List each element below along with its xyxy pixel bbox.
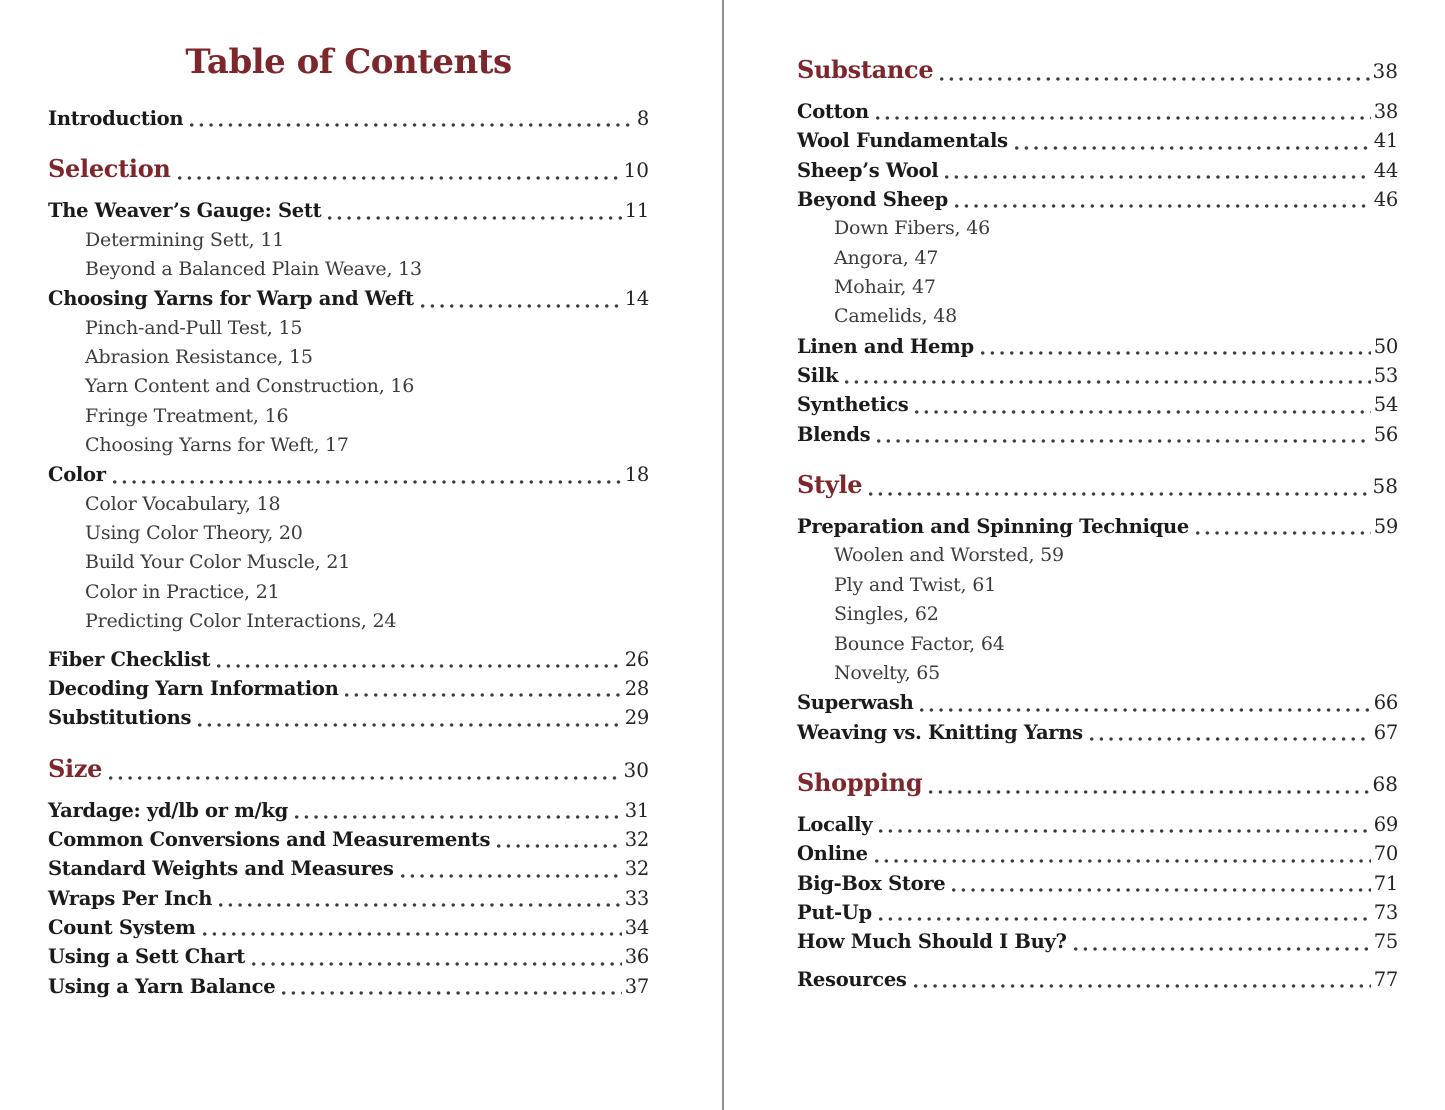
sub-entry-label: Angora [834, 246, 903, 269]
toc-entry-row [797, 185, 1398, 214]
sub-entry-separator: , [267, 522, 279, 545]
entry-label: Weaving vs. Knitting Yarns [797, 720, 1083, 744]
dot-leader [190, 122, 634, 128]
toc-entry-row [48, 913, 649, 942]
entry-label: Count System [48, 915, 196, 939]
sub-entry-separator: , [313, 434, 325, 457]
sub-entry-separator: , [969, 632, 981, 655]
dot-leader [328, 215, 621, 221]
sub-entry-page-number: 62 [914, 603, 939, 626]
sub-entry-label: Ply and Twist [834, 573, 961, 596]
toc-entry-row [797, 898, 1398, 927]
entry-page-number: 53 [1373, 364, 1398, 388]
sub-entry-label: Fringe Treatment [85, 404, 253, 427]
toc-entry-row [797, 869, 1398, 898]
toc-sub-entry-row [48, 314, 649, 343]
toc-entry-row [797, 688, 1398, 717]
entry-page-number: 28 [624, 676, 649, 700]
toc-sub-entry-row [48, 255, 649, 284]
sub-entry-separator: , [903, 603, 915, 626]
dot-leader [845, 379, 1371, 385]
sub-entry-separator: , [386, 258, 399, 281]
entry-page-number: 14 [624, 287, 649, 311]
sub-entry-separator: , [266, 316, 279, 339]
sub-entry-label: Singles [834, 603, 904, 626]
dot-leader [952, 887, 1370, 893]
sub-entry-label: Bounce Factor [834, 632, 970, 655]
sub-entry-label: Using Color Theory [85, 522, 268, 545]
toc-section-heading-row [797, 54, 1398, 87]
entry-page-number: 38 [1372, 59, 1398, 83]
entry-page-number: 32 [624, 857, 649, 881]
toc-section-heading-row [48, 753, 649, 786]
entry-label: Introduction [48, 107, 184, 130]
toc-entry-row [48, 674, 649, 703]
entry-page-number: 75 [1373, 930, 1398, 954]
sub-entry-label: Color Vocabulary [85, 492, 245, 515]
dot-leader [876, 115, 1371, 121]
entry-label: Using a Sett Chart [48, 945, 245, 969]
entry-label: Preparation and Spinning Technique [797, 515, 1189, 539]
toc-list-right [797, 54, 1398, 994]
dot-leader [945, 174, 1370, 180]
sub-entry-separator: , [360, 610, 373, 633]
entry-label: Common Conversions and Measurements [48, 827, 491, 851]
toc-entry-row [797, 839, 1398, 868]
entry-page-number: 50 [1373, 334, 1398, 358]
dot-leader [1015, 145, 1371, 151]
entry-page-number: 54 [1373, 393, 1398, 417]
toc-section-heading-row [797, 767, 1398, 800]
entry-label: Using a Yarn Balance [48, 974, 276, 998]
sub-entry-label: Novelty [834, 661, 905, 684]
entry-page-number: 44 [1373, 158, 1398, 182]
entry-label: Linen and Hemp [797, 334, 974, 358]
entry-page-number: 46 [1373, 188, 1398, 212]
dot-leader [421, 303, 622, 309]
dot-leader [875, 858, 1371, 864]
toc-list-left [48, 104, 649, 1001]
section-heading-label: Size [48, 753, 103, 783]
sub-entry-separator: , [904, 661, 917, 684]
toc-entry-row [48, 854, 649, 883]
toc-section-heading-row [48, 153, 649, 186]
sub-entry-label: Camelids [834, 305, 922, 328]
entry-label: Wool Fundamentals [797, 129, 1008, 153]
toc-sub-entry-row [48, 372, 649, 401]
toc-entry-row [797, 156, 1398, 185]
entry-page-number: 33 [624, 886, 649, 910]
section-heading-label: Style [797, 470, 863, 500]
entry-label: The Weaver’s Gauge: Sett [48, 199, 322, 223]
toc-entry-row [797, 332, 1398, 361]
entry-label: Sheep’s Wool [797, 158, 939, 182]
dot-leader [295, 814, 622, 820]
sub-entry-page-number: 15 [278, 316, 303, 339]
sub-entry-page-number: 24 [372, 610, 397, 633]
page-title: Table of Contents [185, 42, 512, 82]
dot-leader [217, 663, 622, 669]
sub-entry-label: Predicting Color Interactions [85, 610, 361, 633]
toc-entry-row [48, 196, 649, 225]
sub-entry-separator: , [252, 404, 265, 427]
dot-leader [1090, 736, 1371, 742]
toc-sub-entry-row [797, 541, 1398, 570]
sub-entry-label: Yarn Content and Construction [85, 375, 379, 398]
sub-entry-separator: , [960, 573, 973, 596]
entry-label: Synthetics [797, 393, 909, 417]
entry-page-number: 11 [624, 199, 649, 223]
toc-sub-entry-row [797, 600, 1398, 629]
dot-leader [1196, 530, 1371, 536]
toc-sub-entry-row [797, 273, 1398, 302]
sub-entry-label: Down Fibers [834, 217, 955, 240]
entry-page-number: 38 [1373, 100, 1398, 123]
toc-column-left [48, 0, 649, 1001]
entry-page-number: 71 [1373, 871, 1398, 895]
sub-entry-separator: , [1028, 544, 1041, 567]
toc-sub-entry-row [797, 302, 1398, 331]
toc-entry-row [797, 97, 1398, 126]
entry-page-number: 56 [1373, 422, 1398, 446]
entry-page-number: 70 [1373, 842, 1398, 866]
sub-entry-page-number: 64 [980, 632, 1005, 655]
entry-label: Online [797, 842, 868, 866]
dot-leader [915, 409, 1370, 415]
toc-entry-row [48, 703, 649, 732]
entry-page-number: 26 [624, 647, 649, 671]
sub-entry-page-number: 61 [972, 573, 996, 596]
sub-entry-separator: , [921, 305, 934, 328]
dot-leader [401, 873, 622, 879]
entry-page-number: 37 [624, 974, 649, 998]
sub-entry-page-number: 47 [912, 276, 936, 299]
toc-entry-row [797, 718, 1398, 747]
sub-entry-separator: , [954, 217, 967, 240]
sub-entry-page-number: 18 [256, 492, 281, 515]
column-divider-line [722, 0, 724, 1110]
dot-leader [869, 491, 1369, 497]
entry-page-number: 18 [624, 463, 649, 487]
dot-leader [178, 175, 621, 181]
sub-entry-separator: , [277, 346, 289, 369]
dot-leader [282, 990, 621, 996]
entry-page-number: 59 [1373, 515, 1398, 539]
dot-leader [914, 983, 1371, 989]
entry-label: Wraps Per Inch [48, 886, 213, 910]
entry-page-number: 73 [1373, 900, 1398, 924]
toc-sub-entry-row [797, 214, 1398, 243]
entry-label: Choosing Yarns for Warp and Weft [48, 287, 414, 311]
entry-page-number: 31 [624, 798, 649, 822]
toc-entry-row [797, 810, 1398, 839]
dot-leader [497, 843, 622, 849]
entry-page-number: 8 [636, 107, 649, 130]
entry-label: Fiber Checklist [48, 647, 211, 671]
entry-page-number: 41 [1373, 129, 1398, 153]
toc-sub-entry-row [48, 578, 649, 607]
entry-page-number: 77 [1373, 967, 1398, 991]
dot-leader [345, 692, 621, 698]
dot-leader [113, 479, 622, 485]
toc-entry-row [48, 796, 649, 825]
entry-page-number: 36 [624, 945, 649, 969]
dot-leader [877, 438, 1370, 444]
entry-label: Yardage: yd/lb or m/kg [48, 798, 288, 822]
sub-entry-page-number: 65 [916, 661, 941, 684]
entry-label: Cotton [797, 100, 869, 123]
sub-entry-page-number: 47 [914, 246, 939, 269]
sub-entry-page-number: 21 [255, 580, 280, 603]
toc-sub-entry-row [48, 402, 649, 431]
sub-entry-page-number: 48 [933, 305, 958, 328]
sub-entry-separator: , [248, 228, 261, 251]
sub-entry-label: Beyond a Balanced Plain Weave [85, 258, 387, 281]
dot-leader [219, 902, 622, 908]
entry-page-number: 32 [624, 827, 649, 851]
entry-page-number: 67 [1373, 720, 1398, 744]
sub-entry-separator: , [314, 551, 327, 574]
toc-entry-row [48, 884, 649, 913]
sub-entry-label: Color in Practice [85, 580, 244, 603]
entry-label: Locally [797, 812, 873, 836]
entry-label: Resources [797, 967, 907, 991]
toc-sub-entry-row [48, 519, 649, 548]
dot-leader [940, 76, 1369, 82]
sub-entry-label: Mohair [834, 276, 901, 299]
toc-entry-row [797, 126, 1398, 155]
section-heading-label: Shopping [797, 767, 923, 797]
toc-column-right [797, 0, 1398, 994]
entry-label: Substitutions [48, 706, 192, 730]
section-heading-label: Substance [797, 55, 934, 84]
dot-leader [981, 350, 1371, 356]
toc-entry-row [797, 361, 1398, 390]
sub-entry-separator: , [902, 246, 915, 269]
toc-entry-row [48, 645, 649, 674]
toc-sub-entry-row [48, 607, 649, 636]
sub-entry-page-number: 20 [278, 522, 303, 545]
entry-label: Big-Box Store [797, 871, 946, 895]
sub-entry-label: Woolen and Worsted [834, 544, 1029, 567]
dot-leader [879, 916, 1371, 922]
toc-sub-entry-row [797, 659, 1398, 688]
entry-label: Put-Up [797, 900, 872, 924]
toc-entry-row [48, 460, 649, 489]
dot-leader [929, 789, 1369, 795]
toc-sub-entry-row [797, 244, 1398, 273]
entry-page-number: 69 [1373, 812, 1398, 836]
toc-entry-row [48, 284, 649, 313]
dot-leader [1074, 946, 1371, 952]
dot-leader [879, 828, 1371, 834]
toc-entry-row [48, 825, 649, 854]
sub-entry-page-number: 13 [398, 258, 422, 281]
toc-entry-row [797, 390, 1398, 419]
toc-section-heading-row [797, 469, 1398, 502]
toc-entry-row [797, 420, 1398, 449]
entry-page-number: 10 [623, 158, 649, 183]
dot-leader [955, 203, 1371, 209]
sub-entry-label: Build Your Color Muscle [85, 551, 315, 574]
toc-entry-row [797, 512, 1398, 541]
sub-entry-page-number: 16 [390, 375, 415, 398]
sub-entry-page-number: 59 [1040, 544, 1064, 567]
entry-page-number: 58 [1372, 474, 1398, 499]
sub-entry-page-number: 17 [325, 434, 349, 457]
entry-label: Decoding Yarn Information [48, 676, 339, 700]
entry-label: Beyond Sheep [797, 188, 948, 212]
entry-label: Superwash [797, 691, 914, 715]
entry-label: How Much Should I Buy? [797, 930, 1067, 954]
entry-page-number: 30 [623, 757, 649, 782]
sub-entry-page-number: 21 [326, 551, 351, 574]
toc-sub-entry-row [797, 630, 1398, 659]
toc-sub-entry-row [48, 431, 649, 460]
sub-entry-label: Abrasion Resistance [85, 346, 278, 369]
toc-sub-entry-row [48, 343, 649, 372]
toc-sub-entry-row [48, 490, 649, 519]
dot-leader [920, 707, 1370, 713]
toc-entry-row [48, 104, 649, 133]
entry-label: Standard Weights and Measures [48, 857, 394, 881]
dot-leader [198, 722, 622, 728]
sub-entry-page-number: 16 [264, 404, 289, 427]
sub-entry-label: Determining Sett [85, 228, 249, 251]
entry-page-number: 34 [624, 915, 649, 939]
sub-entry-label: Pinch-and-Pull Test [85, 316, 267, 339]
toc-entry-row [48, 942, 649, 971]
section-heading-label: Selection [48, 154, 171, 184]
sub-entry-separator: , [900, 276, 913, 299]
entry-page-number: 29 [624, 706, 649, 730]
sub-entry-page-number: 46 [966, 217, 990, 240]
dot-leader [203, 931, 622, 937]
entry-label: Silk [797, 364, 839, 388]
toc-entry-row [797, 927, 1398, 956]
sub-entry-separator: , [378, 375, 391, 398]
sub-entry-separator: , [244, 492, 257, 515]
entry-page-number: 66 [1373, 691, 1398, 715]
toc-sub-entry-row [797, 571, 1398, 600]
toc-sub-entry-row [48, 226, 649, 255]
sub-entry-page-number: 11 [260, 228, 285, 251]
toc-entry-row [48, 972, 649, 1001]
sub-entry-page-number: 15 [288, 346, 313, 369]
toc-sub-entry-row [48, 548, 649, 577]
entry-label: Blends [797, 422, 871, 446]
dot-leader [252, 961, 622, 967]
entry-label: Color [48, 463, 106, 487]
dot-leader [109, 775, 620, 781]
toc-entry-row [797, 965, 1398, 994]
sub-entry-separator: , [244, 580, 256, 603]
entry-page-number: 68 [1372, 771, 1398, 796]
sub-entry-label: Choosing Yarns for Weft [85, 434, 314, 457]
